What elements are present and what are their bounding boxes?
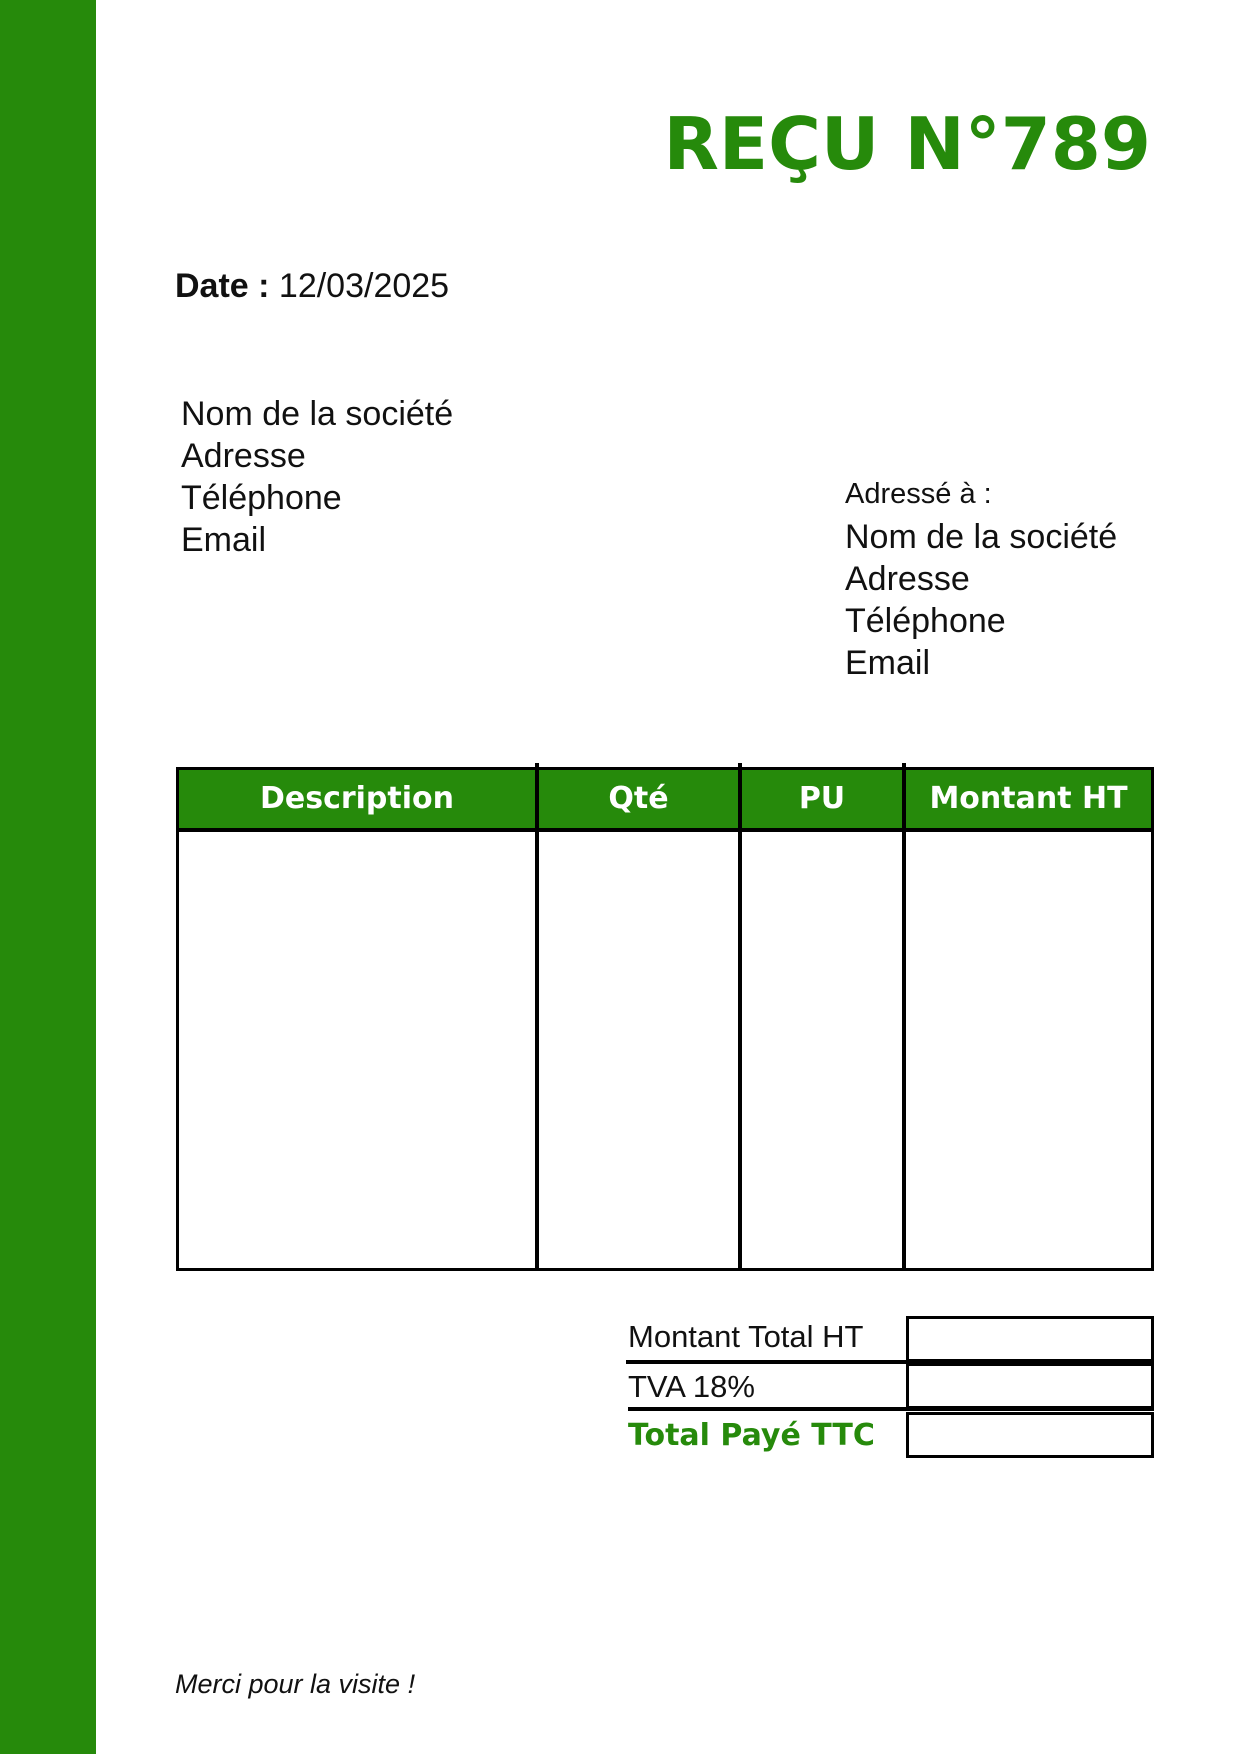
table-frame <box>176 767 1154 1271</box>
total-paid-label: Total Payé TTC <box>628 1418 875 1453</box>
sender-block <box>181 393 453 561</box>
sender-phone: Téléphone <box>181 479 342 517</box>
total-paid-value-box <box>906 1412 1154 1458</box>
column-divider <box>902 763 906 1271</box>
column-divider <box>535 763 539 1271</box>
items-table <box>176 767 1154 1271</box>
column-header-amount: Montant HT <box>929 781 1128 816</box>
vat-label: TVA 18% <box>628 1369 755 1404</box>
date-value: 12/03/2025 <box>278 267 450 305</box>
column-header-quantity: Qté <box>608 781 669 816</box>
totals-divider <box>628 1407 1154 1411</box>
sender-email: Email <box>181 521 267 559</box>
column-divider <box>738 763 742 1271</box>
thank-you-message: Merci pour la visite ! <box>175 1669 416 1699</box>
sender-company: Nom de la société <box>181 395 454 433</box>
table-header-divider <box>176 828 1154 832</box>
side-accent-bar <box>0 0 96 1754</box>
recipient-block <box>845 472 1117 684</box>
date-row <box>175 264 449 308</box>
receipt-title: REÇU N°789 <box>663 102 1151 186</box>
subtotal-label: Montant Total HT <box>628 1319 864 1354</box>
recipient-label: Adressé à : <box>845 478 992 510</box>
subtotal-value-box <box>906 1316 1154 1362</box>
column-header-unit-price: PU <box>798 781 846 816</box>
recipient-email: Email <box>845 644 931 682</box>
recipient-address: Adresse <box>845 560 970 598</box>
recipient-phone: Téléphone <box>845 602 1006 640</box>
date-label: Date : <box>175 267 270 305</box>
vat-value-box <box>906 1363 1154 1409</box>
recipient-company: Nom de la société <box>845 518 1118 556</box>
sender-address: Adresse <box>181 437 306 475</box>
column-header-description: Description <box>259 781 455 816</box>
totals-block <box>626 1316 1154 1462</box>
